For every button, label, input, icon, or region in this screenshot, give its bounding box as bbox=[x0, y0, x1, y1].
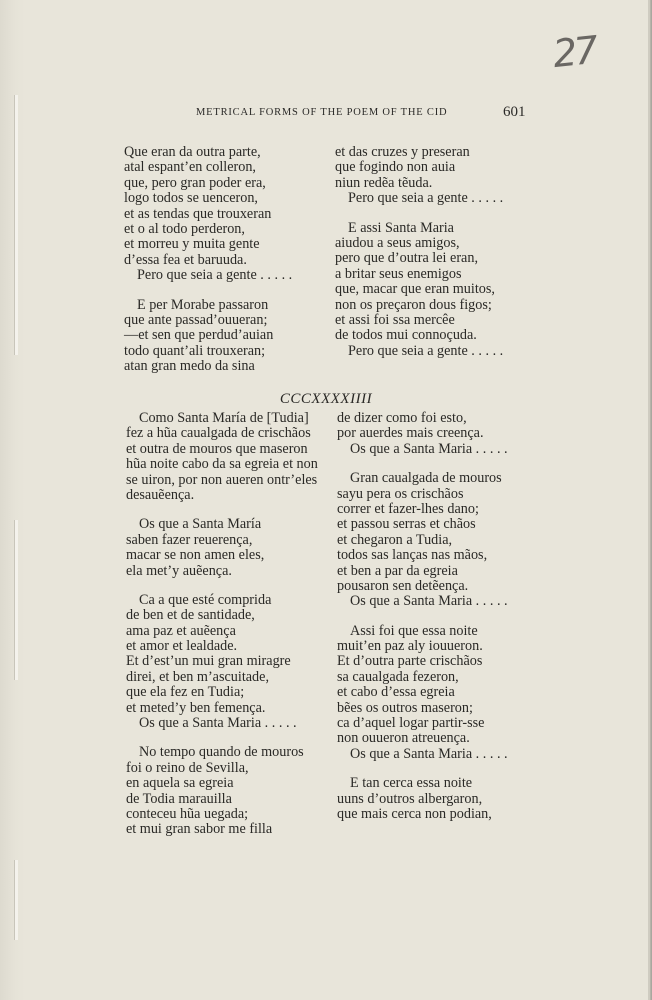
verse-line: et ben a par da egreia bbox=[337, 562, 458, 579]
verse-line: que mais cerca non podian, bbox=[337, 805, 492, 822]
binding-thread bbox=[14, 520, 18, 680]
verse-line: muit’en paz aly iouueron. bbox=[337, 638, 483, 655]
verse-line: pousaron sen detẽença. bbox=[337, 577, 469, 594]
binding-thread bbox=[14, 95, 18, 355]
verse-line: de Todia marauilla bbox=[126, 790, 232, 807]
poem-column-upper-left bbox=[124, 145, 292, 374]
verse-line: pero que d’outra lei eran, bbox=[335, 250, 478, 267]
verse-line: et das cruzes y preseran bbox=[335, 144, 470, 160]
verse-line: logo todos se uenceron, bbox=[124, 190, 258, 207]
verse-line: hũa noite cabo da sa egreia et non bbox=[126, 456, 318, 473]
verse-line: se uiron, por non aueren ontr’eles bbox=[126, 471, 318, 488]
stanza-gap bbox=[337, 762, 508, 776]
verse-line: d’essa fea et baruuda. bbox=[124, 251, 247, 268]
verse-line: de dizer como foi esto, bbox=[337, 410, 467, 426]
section-title: CCCXXXXIIII bbox=[279, 391, 373, 407]
poem-column-upper-right bbox=[335, 145, 503, 359]
verse-line: correr et fazer-lhes dano; bbox=[337, 500, 479, 517]
verse-line: sayu pera os crischãos bbox=[337, 485, 464, 502]
verse-line: No tempo quando de mouros bbox=[139, 744, 304, 761]
refrain-line: Os que a Santa Maria . . . . . bbox=[139, 715, 297, 732]
verse-line: E tan cerca essa noite bbox=[350, 775, 473, 792]
page-number: 601 bbox=[503, 104, 526, 120]
verse-line: et outra de mouros que maseron bbox=[126, 440, 308, 457]
verse-line: desauẽença. bbox=[126, 486, 195, 503]
verse-line: ama paz et auẽença bbox=[126, 622, 236, 639]
verse-line: atan gran medo da sina bbox=[124, 358, 255, 375]
refrain-line: Pero que seia a gente . . . . . bbox=[348, 342, 504, 359]
poem-column-lower-right bbox=[337, 411, 508, 822]
stanza-gap bbox=[126, 731, 318, 745]
refrain-line: Os que a Santa Maria . . . . . bbox=[350, 745, 508, 762]
refrain-line: Pero que seia a gente . . . . . bbox=[137, 267, 293, 284]
verse-line: Et d’outra parte crischãos bbox=[337, 653, 483, 670]
refrain-line: Os que a Santa Maria . . . . . bbox=[350, 593, 508, 610]
verse-line: atal espant’en colleron, bbox=[124, 159, 256, 176]
verse-line: Assi foi que essa noite bbox=[350, 622, 478, 639]
verse-line: ca d’aquel logar partir-sse bbox=[337, 715, 485, 732]
stanza-gap bbox=[337, 457, 508, 471]
verse-line: que ela fez en Tudia; bbox=[126, 684, 245, 701]
verse-line: foi o reino de Sevilla, bbox=[126, 759, 249, 776]
verse-line: non ouueron atreuença. bbox=[337, 730, 470, 747]
verse-line: por auerdes mais creença. bbox=[337, 425, 484, 442]
refrain-line: Pero que seia a gente . . . . . bbox=[348, 190, 504, 207]
verse-line: de todos mui connoçuda. bbox=[335, 327, 477, 344]
verse-line: et amor et lealdade. bbox=[126, 638, 238, 655]
verse-line: todos sas lanças nas mãos, bbox=[337, 547, 488, 564]
verse-line: et morreu y muita gente bbox=[124, 236, 260, 253]
verse-line: que ante passad’ouueran; bbox=[124, 311, 268, 328]
verse-line: conteceu hũa uegada; bbox=[126, 805, 249, 822]
verse-line: macar se non amen eles, bbox=[126, 547, 265, 564]
verse-line: saben fazer reuerença, bbox=[126, 531, 253, 548]
binding-thread bbox=[14, 860, 18, 940]
page-binding-edge bbox=[0, 0, 26, 1000]
stanza-gap bbox=[124, 284, 292, 298]
verse-line: a britar seus enemigos bbox=[335, 265, 462, 282]
verse-line: E per Morabe passaron bbox=[137, 296, 269, 313]
verse-line: fez a hũa caualgada de crischãos bbox=[126, 425, 311, 442]
verse-line: que, macar que eran muitos, bbox=[335, 281, 495, 298]
verse-line: et mui gran sabor me filla bbox=[126, 821, 273, 838]
verse-line: todo quant’ali trouxeran; bbox=[124, 342, 266, 359]
verse-line: aiudou a seus amigos, bbox=[335, 234, 460, 251]
verse-line: Et d’est’un mui gran miragre bbox=[126, 653, 291, 670]
verse-line: Os que a Santa María bbox=[139, 516, 262, 533]
verse-line: et passou serras et chãos bbox=[337, 516, 476, 533]
verse-line: et o al todo perderon, bbox=[124, 220, 245, 237]
stanza-gap bbox=[126, 503, 318, 517]
verse-line: et as tendas que trouxeran bbox=[124, 205, 272, 222]
verse-line: et meted’y ben femença. bbox=[126, 699, 266, 716]
stanza-gap bbox=[335, 207, 503, 221]
verse-line: Como Santa María de [Tudia] bbox=[139, 410, 309, 426]
verse-line: Que eran da outra parte, bbox=[124, 144, 261, 160]
verse-line: E assi Santa Maria bbox=[348, 219, 454, 236]
verse-line: —et sen que perdud’auian bbox=[124, 327, 274, 344]
poem-column-lower-left bbox=[126, 411, 318, 838]
handwritten-folio-number: 27 bbox=[550, 27, 598, 77]
verse-line: ela met’y auẽença. bbox=[126, 562, 232, 579]
verse-line: de ben et de santidade, bbox=[126, 607, 255, 624]
verse-line: uuns d’outros albergaron, bbox=[337, 790, 483, 807]
verse-line: et chegaron a Tudia, bbox=[337, 531, 453, 548]
verse-line: Gran caualgada de mouros bbox=[350, 470, 502, 487]
verse-line: en aquela sa egreia bbox=[126, 775, 234, 792]
running-head: METRICAL FORMS OF THE POEM OF THE CID bbox=[196, 107, 448, 118]
stanza-gap bbox=[126, 579, 318, 593]
verse-line: Ca a que esté comprida bbox=[139, 591, 272, 608]
verse-line: que, pero gran poder era, bbox=[124, 174, 266, 191]
verse-line: bẽes os outros maseron; bbox=[337, 699, 473, 716]
stanza-gap bbox=[337, 610, 508, 624]
verse-line: et cabo d’essa egreia bbox=[337, 684, 455, 701]
verse-line: non os preçaron dous figos; bbox=[335, 296, 492, 313]
verse-line: direi, et ben m’ascuitade, bbox=[126, 668, 269, 685]
verse-line: niun redẽa tẽuda. bbox=[335, 174, 433, 191]
refrain-line: Os que a Santa Maria . . . . . bbox=[350, 440, 508, 457]
verse-line: sa caualgada fezeron, bbox=[337, 668, 459, 685]
verse-line: que fogindo non auia bbox=[335, 159, 456, 176]
verse-line: et assi foi ssa mercêe bbox=[335, 311, 455, 328]
